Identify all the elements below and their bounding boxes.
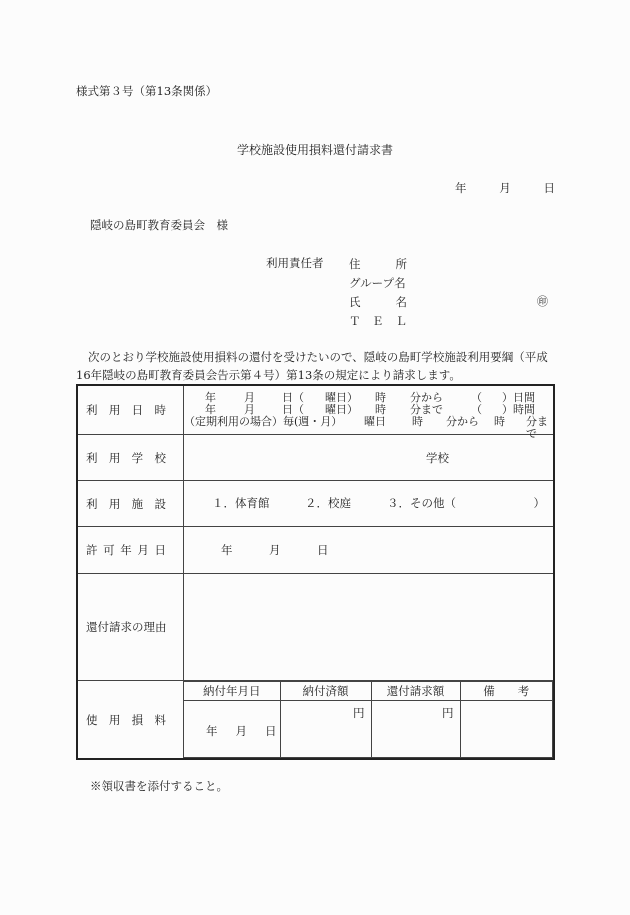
label-char: 設	[154, 496, 166, 511]
address-field[interactable]	[349, 255, 407, 274]
text: 分から	[446, 415, 479, 428]
text: （	[471, 391, 482, 404]
addressee: 隠岐の島町教育委員会 様	[90, 218, 228, 232]
label-char: 月	[137, 543, 149, 557]
permit-year: 年	[221, 543, 233, 557]
row-usage-datetime	[77, 385, 554, 435]
label-char: 学	[131, 450, 144, 465]
label-facility	[77, 481, 184, 527]
facility-options	[184, 481, 555, 527]
row-reason	[77, 574, 554, 681]
facility-option-schoolyard[interactable]: ２．校庭	[305, 496, 351, 510]
text: ）時間	[502, 403, 535, 416]
tel-label-left: Ｔ Ｅ	[349, 314, 384, 328]
text: 曜日）	[325, 391, 358, 404]
label-char: 利	[86, 450, 98, 465]
submission-date	[455, 180, 555, 196]
remarks-input[interactable]	[460, 701, 553, 758]
refund-amount-input[interactable]	[371, 701, 460, 758]
address-label-right: 所	[395, 257, 407, 271]
text: 曜日）	[325, 403, 358, 416]
label-char: 利	[86, 403, 98, 417]
text: 時	[375, 391, 386, 404]
permit-month: 月	[269, 543, 281, 557]
text: 日（	[282, 403, 304, 416]
permit-day: 日	[317, 543, 329, 557]
intro-paragraph: 次のとおり学校施設使用損料の還付を受けたいので、隠岐の島町学校施設利用要綱（平成16年隠岐の島町教育委員会告示第４号）第13条の規定により請求します。	[76, 350, 548, 382]
fee-subtable	[184, 681, 553, 758]
label-char: 用	[108, 712, 121, 727]
fee-header-row	[184, 682, 553, 701]
form-number: 様式第３号（第13条関係）	[76, 84, 218, 98]
label-char: 用	[108, 403, 121, 417]
facility-option-other[interactable]: ３．その他（	[387, 496, 456, 510]
label-char: 用	[108, 496, 121, 511]
label-char: 許	[86, 543, 98, 557]
label-char: 日	[154, 543, 166, 557]
label-char: 施	[131, 496, 144, 511]
address-label-left: 住	[349, 257, 361, 271]
date-year: 年	[455, 181, 467, 195]
text: 分から	[410, 391, 443, 404]
row-school	[77, 435, 554, 481]
reason-textarea[interactable]	[184, 574, 555, 681]
col-paid-date: 納付年月日	[184, 682, 280, 701]
text: （定期利用の場合）毎(週・月）	[184, 415, 343, 428]
text: 時	[375, 403, 386, 416]
text: 月	[244, 403, 255, 416]
label-permit-date	[77, 527, 184, 574]
tel-field[interactable]	[349, 312, 407, 331]
applicant-fields	[349, 255, 407, 331]
paid-date-input[interactable]	[184, 701, 280, 758]
paid-month: 月	[235, 724, 247, 738]
paid-year: 年	[206, 724, 218, 738]
group-name-label: グループ名	[349, 276, 406, 290]
row-facility	[77, 481, 554, 527]
fee-subtable-cell	[184, 681, 555, 760]
label-usage-datetime	[77, 385, 184, 435]
permit-date-input[interactable]	[184, 527, 555, 574]
label-char: 校	[154, 450, 166, 465]
text: 月	[244, 391, 255, 404]
footnote: ※領収書を添付すること。	[90, 779, 228, 793]
school-suffix: 学校	[426, 450, 449, 465]
usage-datetime-input[interactable]	[184, 385, 555, 440]
start-datetime-line	[184, 392, 553, 404]
label-char: 損	[131, 712, 144, 727]
text: 曜日	[364, 415, 386, 428]
date-day: 日	[543, 181, 555, 195]
name-field[interactable]	[349, 293, 407, 312]
label-char: 用	[108, 450, 121, 465]
text: 年	[205, 403, 216, 416]
text: 時	[412, 415, 423, 428]
label-school	[77, 435, 184, 481]
col-remarks: 備 考	[460, 682, 553, 701]
label-char: 年	[120, 543, 132, 557]
name-label-right: 名	[395, 295, 407, 309]
label-char: 利	[86, 496, 98, 511]
name-label-left: 氏	[349, 295, 361, 309]
school-input[interactable]	[184, 435, 555, 481]
request-form-table	[76, 384, 555, 760]
text: 日（	[282, 391, 304, 404]
label-char: 日	[131, 403, 144, 417]
text: 分まで	[526, 415, 548, 440]
yen-unit: 円	[353, 706, 365, 720]
label-char: 時	[154, 403, 166, 417]
paid-amount-input[interactable]	[280, 701, 371, 758]
col-paid-amount: 納付済額	[280, 682, 371, 701]
yen-unit: 円	[442, 706, 454, 720]
row-fee	[77, 681, 554, 760]
label-char: 料	[154, 712, 166, 727]
seal-icon: ㊞	[537, 295, 548, 308]
tel-label-right: Ｌ	[395, 314, 407, 328]
text: ）日間	[502, 391, 535, 404]
recurring-usage-line	[184, 415, 553, 440]
text: 分まで	[410, 403, 443, 416]
label-char: 使	[86, 712, 98, 727]
facility-other-close-paren: ）	[533, 496, 545, 510]
col-refund-amount: 還付請求額	[371, 682, 460, 701]
date-month: 月	[499, 181, 511, 195]
label-reason: 還付請求の理由	[77, 574, 184, 681]
text: 年	[205, 391, 216, 404]
text: （	[471, 403, 482, 416]
text: 時	[494, 415, 505, 428]
label-char: 可	[103, 543, 115, 557]
paid-day: 日	[265, 724, 277, 738]
label-fee	[77, 681, 184, 760]
applicant-label: 利用責任者	[266, 256, 324, 270]
group-name-field[interactable]	[349, 274, 407, 293]
fee-value-row	[184, 701, 553, 758]
row-permit-date	[77, 527, 554, 574]
facility-option-gym[interactable]: １．体育館	[212, 496, 270, 510]
document-title: 学校施設使用損料還付請求書	[236, 143, 393, 157]
